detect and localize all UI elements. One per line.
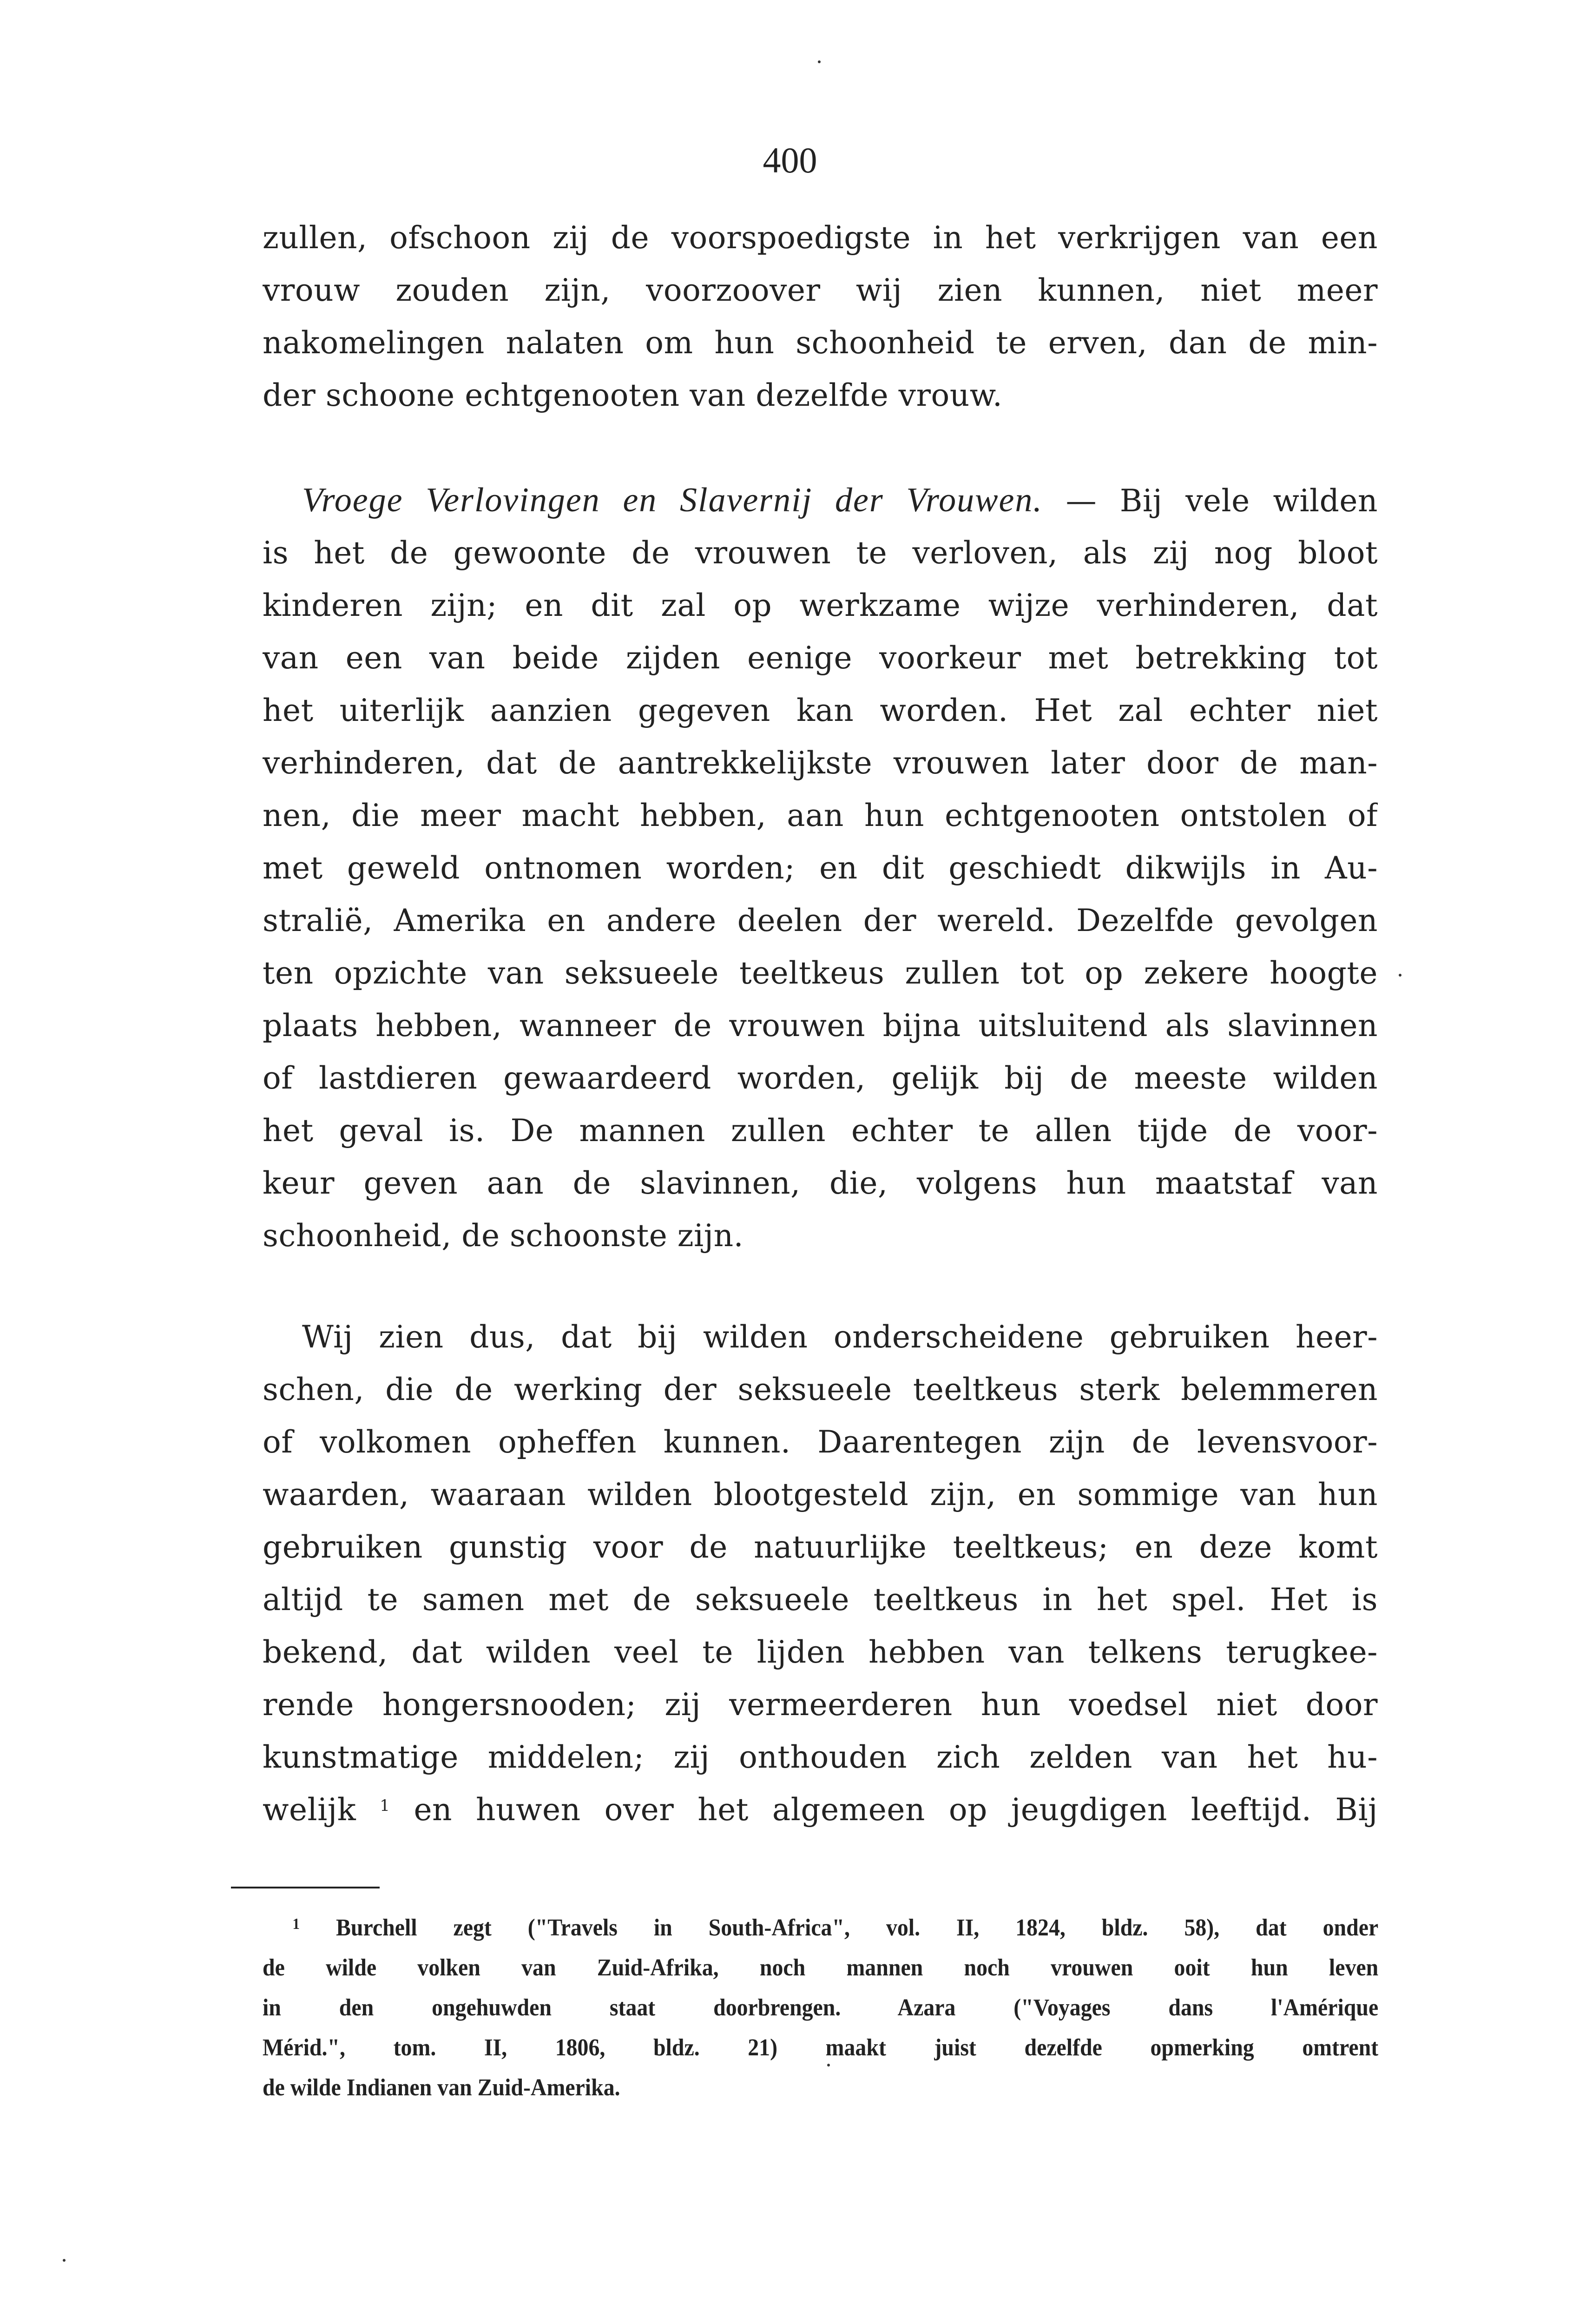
page-number: 400 bbox=[763, 140, 817, 180]
text-run: — Bij vele wilden bbox=[1066, 483, 1378, 519]
paragraph-3 bbox=[263, 1311, 1378, 1836]
text-line: der schoone echtgenooten van dezelfde vrouw. bbox=[263, 377, 1003, 413]
text-line: van een van beide zijden eenige voorkeur met betrekking tot bbox=[263, 640, 1378, 676]
text-line: kinderen zijn; en dit zal op werkzame wijze verhinderen, dat bbox=[263, 588, 1378, 623]
text-line: Wij zien dus, dat bij wilden onderscheidene gebruiken heer- bbox=[302, 1319, 1378, 1355]
text-line-with-heading bbox=[263, 474, 1378, 527]
text-line: of volkomen opheffen kunnen. Daarentegen zijn de levensvoor- bbox=[263, 1424, 1378, 1460]
text-line: altijd te samen met de seksueele teeltkeus in het spel. Het is bbox=[263, 1582, 1378, 1618]
footnote-line: in den ongehuwden staat doorbrengen. Azara ("Voyages dans l'Amérique bbox=[263, 1994, 1379, 2021]
text-line: zullen, ofschoon zij de voorspoedigste in het verkrijgen van een bbox=[263, 220, 1378, 256]
text-run: welijk bbox=[263, 1792, 356, 1828]
text-line: nakomelingen nalaten om hun schoonheid te erven, dan de min- bbox=[263, 325, 1378, 361]
scan-speck bbox=[818, 60, 821, 63]
text-line: waarden, waaraan wilden blootgesteld zijn, en sommige van hun bbox=[263, 1477, 1378, 1512]
text-line: vrouw zouden zijn, voorzoover wij zien kunnen, niet meer bbox=[263, 272, 1378, 308]
text-line: bekend, dat wilden veel te lijden hebben van telkens terugkee- bbox=[263, 1634, 1378, 1670]
scan-speck bbox=[1399, 974, 1401, 977]
text-line: schen, die de werking der seksueele teeltkeus sterk belemmeren bbox=[263, 1372, 1378, 1407]
text-line: verhinderen, dat de aantrekkelijkste vrouwen later door de man- bbox=[263, 745, 1378, 781]
footnote-line bbox=[263, 1908, 1378, 1948]
paragraph-1 bbox=[263, 211, 1378, 422]
scan-speck bbox=[827, 2064, 830, 2067]
footnote bbox=[263, 1908, 1378, 2108]
scan-speck bbox=[63, 2259, 66, 2262]
text-line: ten opzichte van seksueele teeltkeus zullen tot op zekere hoogte bbox=[263, 955, 1378, 991]
footnote-line: Mérid.", tom. II, 1806, bldz. 21) maakt juist dezelfde opmerking omtrent bbox=[263, 2034, 1379, 2061]
text-line: schoonheid, de schoonste zijn. bbox=[263, 1218, 744, 1254]
text-line: nen, die meer macht hebben, aan hun echtgenooten ontstolen of bbox=[263, 798, 1378, 833]
footnote-reference[interactable]: 1 bbox=[380, 1796, 390, 1815]
text-line: gebruiken gunstig voor de natuurlijke teeltkeus; en deze komt bbox=[263, 1529, 1378, 1565]
footnote-marker: 1 bbox=[292, 1915, 300, 1933]
text-line-with-footnote-ref bbox=[263, 1783, 1378, 1836]
footnote-divider bbox=[231, 1887, 380, 1888]
footnote-line: de wilde volken van Zuid-Afrika, noch mannen noch vrouwen ooit hun leven bbox=[263, 1954, 1379, 1981]
text-line: keur geven aan de slavinnen, die, volgens hun maatstaf van bbox=[263, 1165, 1378, 1201]
section-heading: Vroege Verlovingen en Slavernij der Vrouwen. bbox=[302, 481, 1043, 519]
text-line: kunstmatige middelen; zij onthouden zich zelden van het hu- bbox=[263, 1739, 1378, 1775]
text-line: of lastdieren gewaardeerd worden, gelijk bij de meeste wilden bbox=[263, 1060, 1378, 1096]
paragraph-2 bbox=[263, 474, 1378, 1262]
text-line: plaats hebben, wanneer de vrouwen bijna uitsluitend als slavinnen bbox=[263, 1008, 1378, 1043]
text-line: rende hongersnooden; zij vermeerderen hun voedsel niet door bbox=[263, 1687, 1378, 1723]
footnote-line: de wilde Indianen van Zuid-Amerika. bbox=[263, 2074, 620, 2101]
text-run: en huwen over het algemeen op jeugdigen leeftijd. Bij bbox=[414, 1792, 1378, 1828]
text-line: het geval is. De mannen zullen echter te allen tijde de voor- bbox=[263, 1113, 1378, 1149]
text-line: met geweld ontnomen worden; en dit geschiedt dikwijls in Au- bbox=[263, 850, 1378, 886]
text-line: is het de gewoonte de vrouwen te verloven, als zij nog bloot bbox=[263, 535, 1378, 571]
text-run: Burchell zegt ("Travels in South-Africa", vol. II, 1824, bldz. 58), dat onder bbox=[336, 1915, 1379, 1941]
text-line: het uiterlijk aanzien gegeven kan worden. Het zal echter niet bbox=[263, 693, 1378, 728]
text-line: stralië, Amerika en andere deelen der wereld. Dezelfde gevolgen bbox=[263, 903, 1378, 938]
